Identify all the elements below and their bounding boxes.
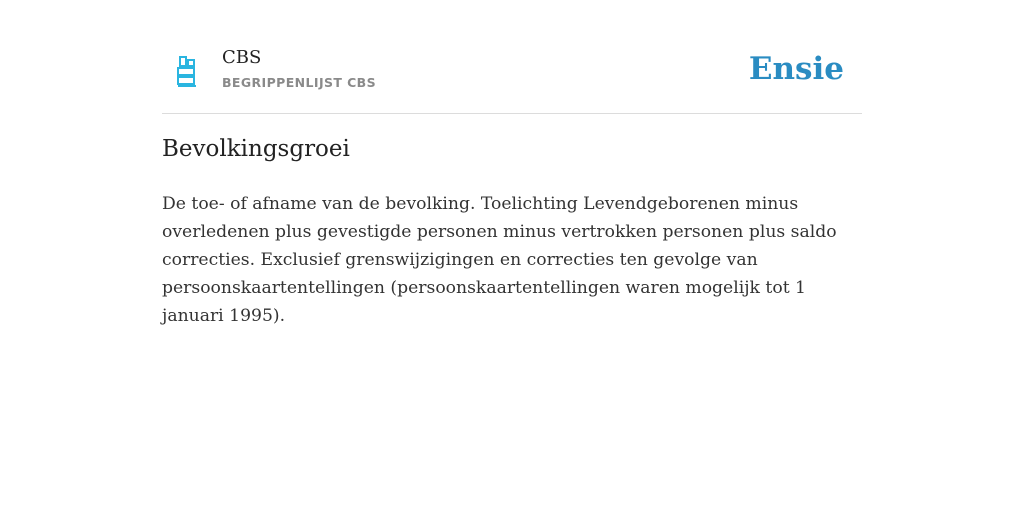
term-title: Bevolkingsgroei	[162, 136, 350, 162]
term-definition: De toe- of afname van de bevolking. Toelichting Levendgeborenen minus overledenen plus gevestigde personen minus vertrokken personen plus saldo correcties. Exclusief grenswijzigingen en correcties ten gevolge van persoonskaartentellingen (persoonskaartentellingen waren mogelijk tot 1 januari 1995).	[162, 194, 837, 326]
header	[162, 40, 862, 114]
org-name[interactable]: CBS	[222, 47, 262, 68]
ensie-logo-link[interactable]: Ensie	[748, 51, 844, 87]
org-subtitle[interactable]: BEGRIPPENLIJST CBS	[222, 75, 376, 90]
cbs-logo-icon[interactable]	[176, 56, 198, 88]
